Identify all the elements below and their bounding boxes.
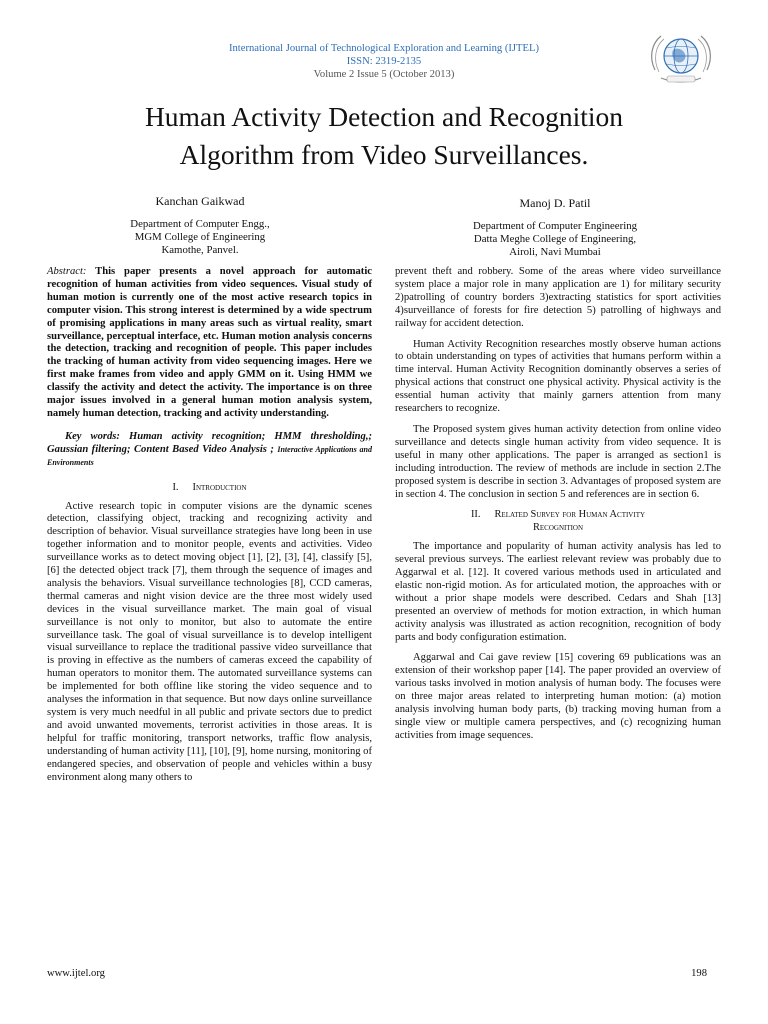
paper-title-line2: Algorithm from Video Surveillances.	[179, 139, 589, 170]
author-location: Airoli, Navi Mumbai	[509, 246, 601, 258]
author-name: Manoj D. Patil	[519, 196, 591, 210]
journal-volume: Volume 2 Issue 5 (October 2013)	[313, 69, 455, 80]
related-survey-paragraph-2: Aggarwal and Cai gave review [15] covering 69 publications was an extension of their workshop paper [14]. The paper provided an overview of various tasks involved in motion analysis of human body. The focuses were on three major areas related to interpreting human motion: (a) motion analysis involving human body parts, (b) tracking moving human from a single view or multiple camera perspectives, and (c) recognizing human activities from image sequences.	[395, 652, 721, 741]
abstract-text: This paper presents a novel approach for automatic recognition of human activities from video sequences. Visual study of human motion is currently one of the most active research topics in computer vision. This strong interest is determined by a wide spectrum of promising applications in many areas such as virtual reality, smart surveillance, perceptual interface, etc. Human motion analysis concerns the detection, tracking and recognition of people. This paper includes the tracking of human activity from video sequencing images. Here we first make frames from video and apply GMM on it. Using HMM we classify the activity and detect the activity. The importance is on three major issues involved in a general human motion analysis system, namely human detection, tracking and activity understanding.	[47, 266, 372, 419]
related-survey-paragraph-1: The importance and popularity of human activity analysis has led to several previous surveys. The earliest relevant review was probably due to Aggarwal et al. [12]. It covered various methods used in articulated and elastic non-rigid motion. As for articulated motion, the approaches with or without a prior shape models were described. Cedars and Shah [13] presented an overview of methods for motion extraction, in which human activity analysis was illustrated as action recognition, recognition of body parts and body configuration estimation.	[395, 541, 721, 643]
author-college: MGM College of Engineering	[134, 231, 266, 243]
author-block-1	[95, 195, 305, 257]
introduction-paragraph-1-continued: prevent theft and robbery. Some of the areas where video surveillance system place a major role in many application are 1) for military security 2)patrolling of country borders 3)extracting statistics for sport activities 4)surveillance of forests for fire detection 5) patrolling of highways and railway for accident detection.	[395, 266, 721, 329]
abstract-label: Abstract:	[47, 266, 87, 277]
section-title: Introduction	[192, 481, 247, 493]
author-location: Kamothe, Panvel.	[161, 244, 239, 256]
footer-url: www.ijtel.org	[47, 968, 105, 979]
keywords-text: Key words: Human activity recognition; HMM thresholding,; Gaussian filtering; Content Based Video Analysis ;	[47, 430, 372, 455]
paper-title	[60, 98, 708, 174]
section-heading-related-survey	[395, 509, 721, 535]
journal-name: International Journal of Technological Exploration and Learning (IJTEL)	[228, 43, 539, 54]
keywords-small-text: Interactive Applications and Environments	[47, 444, 372, 467]
introduction-paragraph-1: Active research topic in computer visions are the dynamic scenes detection, classifying object, tracking and recognizing activity and description of behavior. Visual surveillance strategies have long been in use together information and to monitor people, events and activities. Video surveillance works as to detect moving object [1], [2], [3], [4], classify [5], [6] the detected object track [7], them through the sequence of images and analysis the behaviors. Visual surveillance technologies [8], CCD cameras, thermal cameras and night vision device are the three most widely used devices in the visual surveillance market. The main goal of visual surveillance is not only to monitor, but also to automate the entire surveillance task. The goal of visual surveillance is to develop intelligent visual surveillance to replace the traditional passive video surveillance that is proving in effective as the numbers of cameras exceed the capability of human operators to monitor them. The automated surveillance systems can be implemented for both offline like storing the video sequence and to analyses the information in that sequence. But now days online surveillance system is very much needful in all public and private sectors due to predict and avoid unwanted movements, terrorist activities in those areas. It is helpful for traffic monitoring, transport networks, traffic flow analysis, understanding of human activity [11], [10], [9], home nursing, monitoring of endangered species, and observation of people and vehicles within a busy environment along many others to	[47, 500, 373, 783]
author-name: Kanchan Gaikwad	[155, 194, 245, 208]
section-title-line1: Related Survey for Human Activity	[494, 509, 646, 521]
introduction-paragraph-2: Human Activity Recognition researches mostly observe human actions to obtain understanding on types of activities that humans perform within a time interval. Human Activity Recognition dominantly observes a series of physical actions that construct one physical activity. Physical activity is the essential human activity that mainly garners attention from many researchers to recognize.	[395, 338, 721, 415]
abstract-paragraph	[47, 266, 372, 421]
author-department: Department of Computer Engg.,	[130, 218, 270, 230]
section-heading-introduction	[47, 482, 372, 495]
ijtel-globe-logo-icon	[645, 26, 717, 92]
journal-issn: ISSN: 2319-2135	[346, 56, 422, 67]
right-column	[395, 266, 721, 751]
section-title-line2: Recognition	[532, 522, 584, 534]
section-number: I.	[172, 481, 179, 493]
author-department: Department of Computer Engineering	[472, 220, 637, 232]
section-number: II.	[470, 509, 481, 521]
author-college: Datta Meghe College of Engineering,	[473, 233, 637, 245]
paper-title-line1: Human Activity Detection and Recognition	[144, 101, 624, 132]
author-block-2	[450, 197, 660, 259]
introduction-paragraph-3: The Proposed system gives human activity detection from online video surveillance and detects single human activity from video sequence. It is useful in many other applications. The paper is arranged as section1 is including introduction. The review of methods are include in section 2.The proposed system is describe in section 3. Advantages of proposed system are in section 4. The conclusion in section 5 and references are in section 6.	[395, 423, 721, 500]
keywords-paragraph	[47, 431, 372, 470]
left-column	[47, 266, 372, 792]
page-number: 198	[691, 968, 707, 979]
